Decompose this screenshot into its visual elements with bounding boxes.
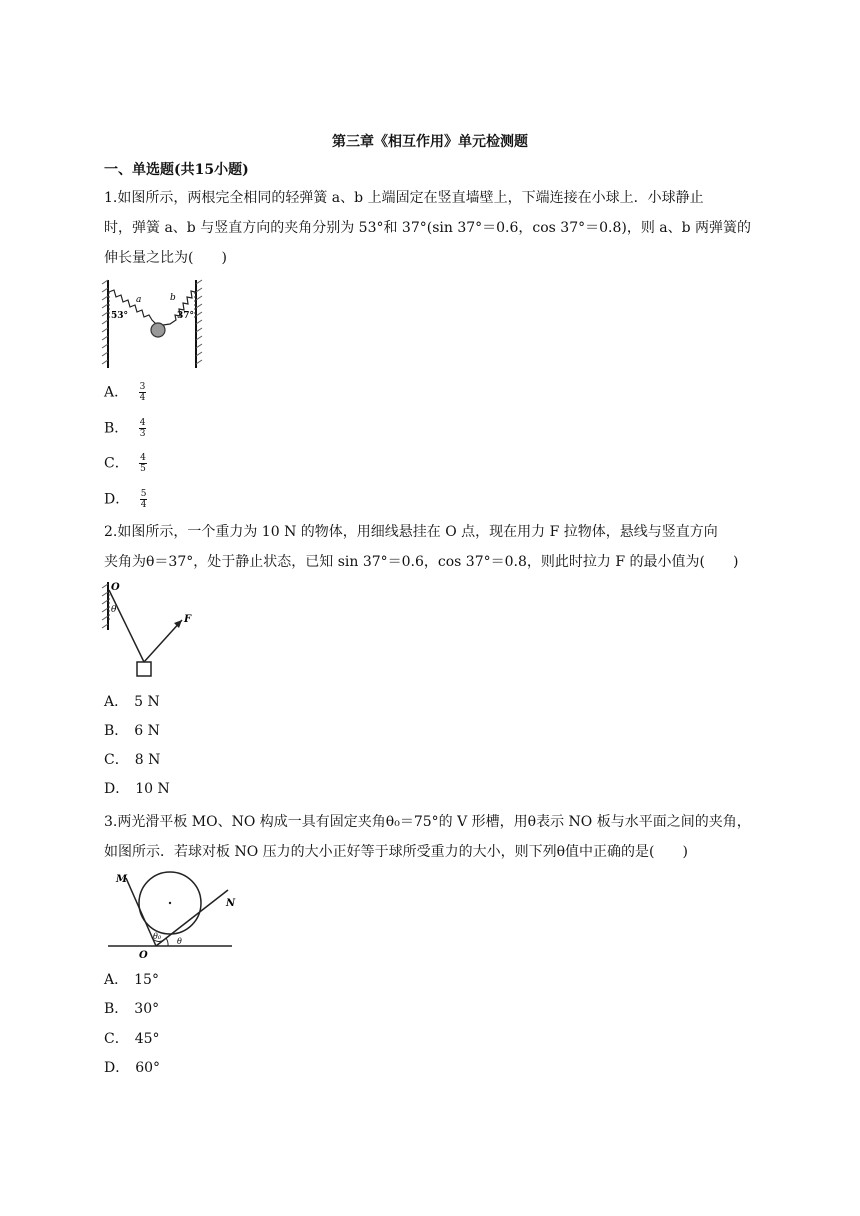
q3-option-a[interactable] — [104, 970, 159, 990]
q2-option-a[interactable] — [104, 692, 160, 712]
option-letter: B． — [104, 420, 129, 437]
option-text: 30° — [134, 1001, 160, 1017]
option-text: 10 N — [135, 781, 170, 797]
q1-text-line3: 伸长量之比为( ) — [104, 250, 227, 266]
section-heading: 一、单选题(共15小题) — [104, 162, 249, 178]
q1-option-c[interactable] — [104, 453, 147, 474]
q1-option-b[interactable] — [104, 418, 146, 439]
option-text: 45° — [134, 1031, 160, 1047]
option-letter: C． — [104, 455, 129, 472]
option-text: 8 N — [134, 752, 161, 768]
q2-label-theta: θ — [111, 605, 117, 615]
option-text: 5 N — [134, 694, 160, 710]
q3-label-o: O — [139, 950, 148, 960]
q3-text-line1: 3.两光滑平板 MO、NO 构成一具有固定夹角θ₀＝75°的 V 形槽，用θ表示 NO 板与水平面之间的夹角， — [104, 814, 751, 830]
q1-option-a[interactable] — [104, 382, 146, 403]
q2-label-f: F — [184, 614, 192, 625]
q3-label-theta0: θ₀ — [153, 932, 162, 941]
option-text: 15° — [134, 972, 159, 988]
q1-text-line2: 时，弹簧 a、b 与竖直方向的夹角分别为 53°和 37°(sin 37°＝0.6，cos 37°＝0.8)，则 a、b 两弹簧的 — [104, 220, 752, 236]
q2-option-d[interactable] — [104, 779, 170, 799]
option-letter: D． — [104, 1060, 130, 1076]
option-fraction: $\frac{4}{3}$ — [139, 418, 146, 439]
option-letter: D． — [104, 781, 130, 797]
option-letter: D． — [104, 491, 130, 508]
option-text: 60° — [135, 1060, 161, 1076]
q1-option-d[interactable] — [104, 489, 147, 510]
q1-label-angle-37: 37° — [177, 311, 195, 321]
q3-label-theta: θ — [177, 937, 182, 946]
q2-text-line2: 夹角为θ＝37°，处于静止状态，已知 sin 37°＝0.6，cos 37°＝0.8，则此时拉力 F 的最小值为( ) — [104, 554, 739, 570]
option-letter: C． — [104, 1031, 129, 1047]
q1-label-angle-53: 53° — [111, 311, 129, 321]
q3-label-n: N — [226, 898, 236, 909]
q1-label-b: b — [170, 293, 176, 303]
q1-springs-figure — [100, 278, 210, 370]
q2-text-line1: 2.如图所示，一个重力为 10 N 的物体，用细线悬挂在 O 点，现在用力 F 拉物体，悬线与竖直方向 — [104, 524, 718, 540]
q1-text-line1: 1.如图所示，两根完全相同的轻弹簧 a、b 上端固定在竖直墙壁上，下端连接在小球上．小球静止 — [104, 190, 704, 206]
q2-option-c[interactable] — [104, 750, 160, 770]
q3-option-c[interactable] — [104, 1029, 160, 1049]
option-letter: B． — [104, 1001, 129, 1017]
q2-label-o: O — [111, 582, 120, 593]
option-letter: B． — [104, 723, 129, 739]
q2-hanging-object-figure — [100, 580, 200, 682]
option-letter: C． — [104, 752, 129, 768]
option-fraction: $\frac{4}{5}$ — [140, 453, 146, 474]
option-fraction: $\frac{3}{4}$ — [139, 382, 146, 403]
option-letter: A． — [104, 384, 129, 401]
page-title: 第三章《相互作用》单元检测题 — [332, 134, 528, 150]
q2-option-b[interactable] — [104, 721, 160, 741]
q3-text-line2: 如图所示．若球对板 NO 压力的大小正好等于球所受重力的大小，则下列θ值中正确的是( ) — [104, 844, 688, 860]
q1-label-a: a — [136, 295, 142, 305]
option-fraction: $\frac{5}{4}$ — [140, 489, 147, 510]
q3-option-d[interactable] — [104, 1058, 160, 1078]
option-text: 6 N — [134, 723, 160, 739]
option-letter: A． — [104, 694, 129, 710]
option-letter: A． — [104, 972, 129, 988]
q3-label-m: M — [116, 874, 128, 885]
q3-option-b[interactable] — [104, 999, 159, 1019]
q3-v-groove-figure — [104, 868, 236, 960]
